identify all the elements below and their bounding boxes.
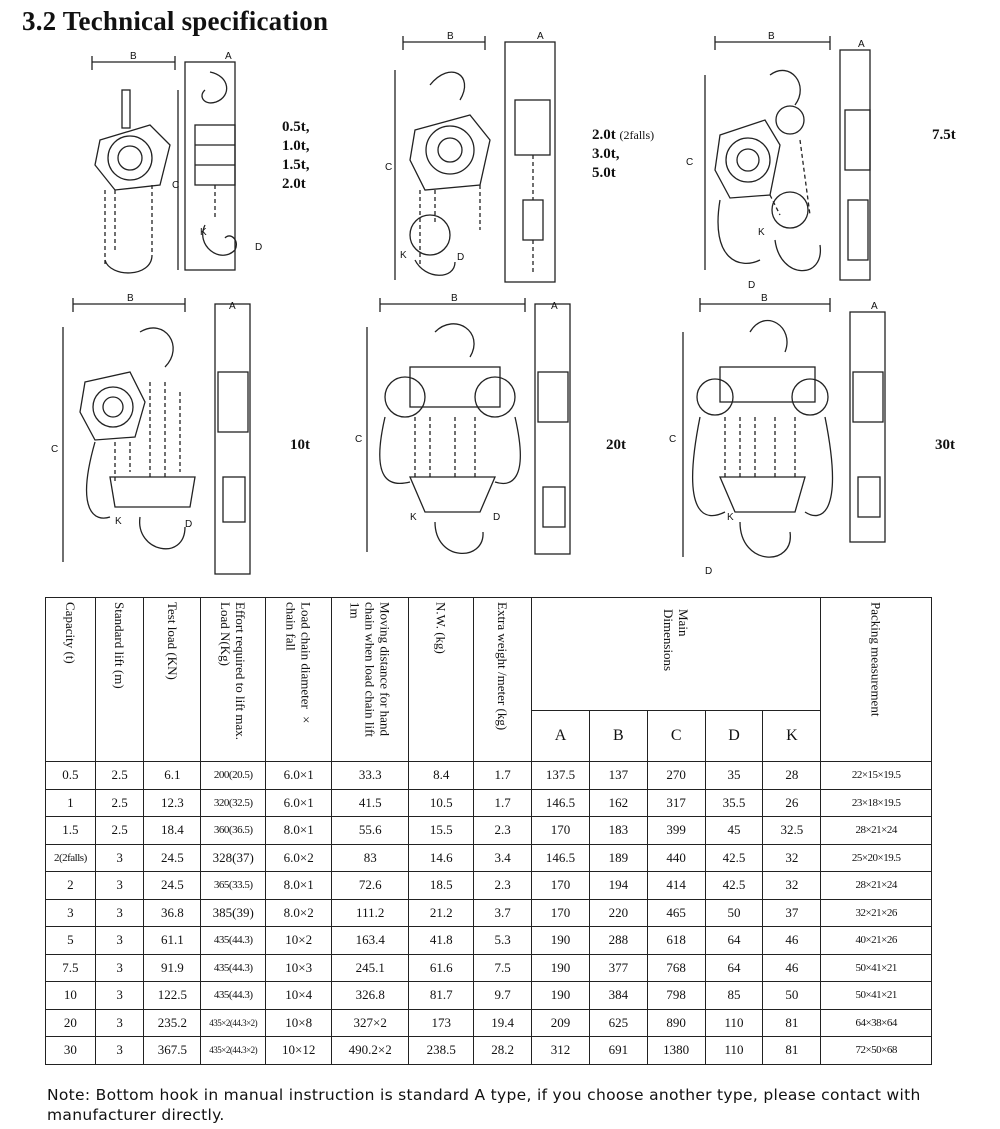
table-cell: 61.1 [144,927,201,955]
table-cell: 111.2 [332,899,409,927]
table-row [46,982,932,1010]
table-cell: 7.5 [474,954,532,982]
header-main-dimensions: Main Dimensions [532,598,821,711]
table-cell: 173 [409,1009,474,1037]
dim-c-label: C [172,180,180,191]
table-cell: 5.3 [474,927,532,955]
table-cell: 61.6 [409,954,474,982]
table-cell: 414 [647,872,705,900]
table-cell: 18.5 [409,872,474,900]
table-cell: 367.5 [144,1037,201,1065]
dim-d-label: D [748,280,756,291]
table-cell: 64 [705,954,763,982]
page-title: 3.2 Technical specification [22,6,329,36]
table-cell: 23×18×19.5 [821,789,932,817]
header-extra-weight: Extra weight /meter (kg) [474,598,532,762]
dim-k-label: K [758,227,765,238]
table-row [46,817,932,845]
table-cell: 10×12 [266,1037,332,1065]
table-cell: 288 [589,927,647,955]
table-cell: 110 [705,1037,763,1065]
capacity-label: 2.0t [592,127,616,143]
table-cell: 110 [705,1009,763,1037]
dim-k-label: K [727,512,734,523]
hoist-diagram-7-5t [680,30,890,295]
table-cell: 42.5 [705,872,763,900]
table-row [46,872,932,900]
table-cell: 312 [532,1037,590,1065]
hoist-drawing-front-side [355,292,585,582]
table-cell: 399 [647,817,705,845]
table-cell: 1.7 [474,762,532,790]
header-standard-lift: Standard lift (m) [95,598,144,762]
table-cell: 22×15×19.5 [821,762,932,790]
dim-b-label: B [130,51,137,62]
table-cell: 890 [647,1009,705,1037]
table-cell: 72×50×68 [821,1037,932,1065]
table-cell: 42.5 [705,844,763,872]
table-cell: 377 [589,954,647,982]
dim-c-label: C [355,434,363,445]
capacity-label: 5.0t [592,165,616,181]
table-cell: 7.5 [46,954,96,982]
table-cell: 50 [705,899,763,927]
table-cell: 1 [46,789,96,817]
hoist-drawing-front-side [375,30,585,285]
table-cell: 2.3 [474,817,532,845]
table-cell: 3.4 [474,844,532,872]
table-cell: 3 [95,844,144,872]
dim-a-label: A [551,301,558,312]
header-dim-a: A [532,711,590,762]
table-cell: 37 [763,899,821,927]
table-cell: 618 [647,927,705,955]
capacity-labels-group1 [282,118,310,194]
table-cell: 33.3 [332,762,409,790]
table-cell: 21.2 [409,899,474,927]
header-dim-k: K [763,711,821,762]
header-dim-d: D [705,711,763,762]
table-cell: 32×21×26 [821,899,932,927]
capacity-labels-group2 [592,126,654,183]
hoist-drawing-front-side [80,50,280,280]
table-cell: 10 [46,982,96,1010]
dim-a-label: A [537,31,544,42]
dim-b-label: B [451,293,458,304]
hoist-diagram-small [80,50,280,280]
spec-table [45,597,932,1065]
table-cell: 72.6 [332,872,409,900]
table-cell: 6.0×2 [266,844,332,872]
table-cell: 64 [705,927,763,955]
table-cell: 189 [589,844,647,872]
header-packing: Packing measurement [821,598,932,762]
table-cell: 9.7 [474,982,532,1010]
table-cell: 317 [647,789,705,817]
header-effort: Effort required to lift max. Load N(Kg) [201,598,266,762]
table-cell: 8.4 [409,762,474,790]
table-cell: 10×4 [266,982,332,1010]
table-cell: 235.2 [144,1009,201,1037]
table-cell: 6.0×1 [266,762,332,790]
capacity-label-20t: 20t [606,437,626,453]
table-cell: 32 [763,872,821,900]
table-cell: 3 [95,927,144,955]
hoist-diagram-20t [355,292,585,582]
capacity-label: 1.0t, [282,138,310,154]
dim-k-label: K [410,512,417,523]
table-cell: 24.5 [144,844,201,872]
table-cell: 170 [532,899,590,927]
table-cell: 3 [95,1009,144,1037]
table-cell: 46 [763,954,821,982]
table-cell: 360(36.5) [201,817,266,845]
table-row [46,1009,932,1037]
table-cell: 24.5 [144,872,201,900]
capacity-label-7-5t: 7.5t [932,127,956,143]
table-cell: 435(44.3) [201,954,266,982]
table-cell: 209 [532,1009,590,1037]
table-cell: 435×2(44.3×2) [201,1009,266,1037]
table-cell: 10×8 [266,1009,332,1037]
table-cell: 0.5 [46,762,96,790]
header-capacity: Capacity (t) [46,598,96,762]
table-cell: 50×41×21 [821,954,932,982]
dim-c-label: C [686,157,694,168]
table-row [46,789,932,817]
table-cell: 85 [705,982,763,1010]
table-cell: 435(44.3) [201,982,266,1010]
table-cell: 1.5 [46,817,96,845]
table-cell: 50×41×21 [821,982,932,1010]
table-cell: 146.5 [532,789,590,817]
table-cell: 91.9 [144,954,201,982]
table-cell: 3 [95,872,144,900]
table-cell: 25×20×19.5 [821,844,932,872]
table-cell: 691 [589,1037,647,1065]
table-cell: 490.2×2 [332,1037,409,1065]
table-cell: 798 [647,982,705,1010]
table-cell: 28×21×24 [821,872,932,900]
table-cell: 170 [532,817,590,845]
table-cell: 6.1 [144,762,201,790]
table-cell: 3 [95,954,144,982]
table-row [46,899,932,927]
table-cell: 3.7 [474,899,532,927]
dim-d-label: D [457,252,465,263]
dim-d-label: D [493,512,501,523]
table-cell: 245.1 [332,954,409,982]
dim-a-label: A [871,301,878,312]
dim-a-label: A [858,39,865,50]
table-cell: 1380 [647,1037,705,1065]
table-cell: 163.4 [332,927,409,955]
table-cell: 190 [532,982,590,1010]
table-cell: 328(37) [201,844,266,872]
table-cell: 1.7 [474,789,532,817]
table-cell: 15.5 [409,817,474,845]
table-row [46,927,932,955]
capacity-label: 3.0t, [592,146,620,162]
dim-d-label: D [255,242,263,253]
table-cell: 32.5 [763,817,821,845]
table-cell: 12.3 [144,789,201,817]
table-cell: 435×2(44.3×2) [201,1037,266,1065]
table-cell: 8.0×2 [266,899,332,927]
table-cell: 46 [763,927,821,955]
table-cell: 270 [647,762,705,790]
hoist-diagram-medium [375,30,585,285]
table-cell: 10×3 [266,954,332,982]
table-cell: 385(39) [201,899,266,927]
table-cell: 10×2 [266,927,332,955]
table-cell: 19.4 [474,1009,532,1037]
dim-c-label: C [669,434,677,445]
table-cell: 326.8 [332,982,409,1010]
table-cell: 8.0×1 [266,872,332,900]
table-cell: 365(33.5) [201,872,266,900]
capacity-label: 0.5t, [282,119,310,135]
table-row [46,1037,932,1065]
table-cell: 200(20.5) [201,762,266,790]
table-cell: 8.0×1 [266,817,332,845]
dim-a-label: A [229,301,236,312]
dim-k-label: K [115,516,122,527]
table-cell: 3 [95,1037,144,1065]
header-load-chain: Load chain diameter × chain fall [266,598,332,762]
table-cell: 170 [532,872,590,900]
table-cell: 122.5 [144,982,201,1010]
header-test-load: Test load (KN) [144,598,201,762]
table-cell: 83 [332,844,409,872]
table-cell: 26 [763,789,821,817]
table-cell: 220 [589,899,647,927]
hoist-drawing-front-side [51,292,270,582]
table-cell: 768 [647,954,705,982]
dim-b-label: B [768,31,775,42]
header-moving-distance: Moving distance for hand chain when load chain lift 1m [332,598,409,762]
table-cell: 440 [647,844,705,872]
table-cell: 5 [46,927,96,955]
capacity-note: (2falls) [619,128,655,142]
table-cell: 30 [46,1037,96,1065]
table-cell: 81 [763,1009,821,1037]
table-cell: 2 [46,872,96,900]
table-cell: 194 [589,872,647,900]
table-cell: 162 [589,789,647,817]
header-dim-b: B [589,711,647,762]
table-cell: 41.8 [409,927,474,955]
dim-b-label: B [447,31,454,42]
table-cell: 238.5 [409,1037,474,1065]
dim-c-label: C [385,162,393,173]
table-cell: 190 [532,927,590,955]
table-cell: 146.5 [532,844,590,872]
hoist-drawing-front-side [665,292,895,582]
table-cell: 35 [705,762,763,790]
table-cell: 2.3 [474,872,532,900]
table-cell: 465 [647,899,705,927]
table-cell: 320(32.5) [201,789,266,817]
table-cell: 327×2 [332,1009,409,1037]
table-cell: 2.5 [95,789,144,817]
table-cell: 3 [95,899,144,927]
table-row [46,954,932,982]
table-cell: 2.5 [95,817,144,845]
dim-k-label: K [400,250,407,261]
table-header-row [46,598,932,711]
table-cell: 10.5 [409,789,474,817]
table-cell: 36.8 [144,899,201,927]
table-cell: 20 [46,1009,96,1037]
table-cell: 14.6 [409,844,474,872]
table-cell: 41.5 [332,789,409,817]
dim-k-label: K [200,227,207,238]
table-cell: 18.4 [144,817,201,845]
table-cell: 2(2falls) [46,844,96,872]
table-cell: 6.0×1 [266,789,332,817]
footnote: Note: Bottom hook in manual instruction is standard A type, if you choose another type, please contact with manufacturer directly. [47,1086,921,1124]
table-cell: 435(44.3) [201,927,266,955]
table-cell: 64×38×64 [821,1009,932,1037]
dim-b-label: B [761,293,768,304]
dim-d-label: D [185,519,193,530]
table-cell: 384 [589,982,647,1010]
table-cell: 3 [95,982,144,1010]
table-cell: 28 [763,762,821,790]
capacity-label-30t: 30t [935,437,955,453]
table-row [46,762,932,790]
table-cell: 2.5 [95,762,144,790]
table-cell: 190 [532,954,590,982]
hoist-drawing-front-side [680,30,890,295]
table-cell: 183 [589,817,647,845]
table-cell: 50 [763,982,821,1010]
table-cell: 625 [589,1009,647,1037]
table-row [46,844,932,872]
table-cell: 81.7 [409,982,474,1010]
table-cell: 28×21×24 [821,817,932,845]
hoist-diagram-30t [665,292,895,582]
dim-b-label: B [127,293,134,304]
table-cell: 40×21×26 [821,927,932,955]
capacity-label: 1.5t, [282,157,310,173]
hoist-diagram-10t [51,292,270,582]
dim-d-label: D [705,566,713,577]
table-cell: 28.2 [474,1037,532,1065]
table-cell: 55.6 [332,817,409,845]
dim-c-label: C [51,444,59,455]
header-dim-c: C [647,711,705,762]
table-cell: 35.5 [705,789,763,817]
dim-a-label: A [225,51,232,62]
capacity-label: 2.0t [282,176,306,192]
table-cell: 81 [763,1037,821,1065]
table-cell: 45 [705,817,763,845]
table-cell: 3 [46,899,96,927]
table-cell: 32 [763,844,821,872]
header-net-weight: N.W. (kg) [409,598,474,762]
table-cell: 137 [589,762,647,790]
capacity-label-10t: 10t [290,437,310,453]
table-cell: 137.5 [532,762,590,790]
